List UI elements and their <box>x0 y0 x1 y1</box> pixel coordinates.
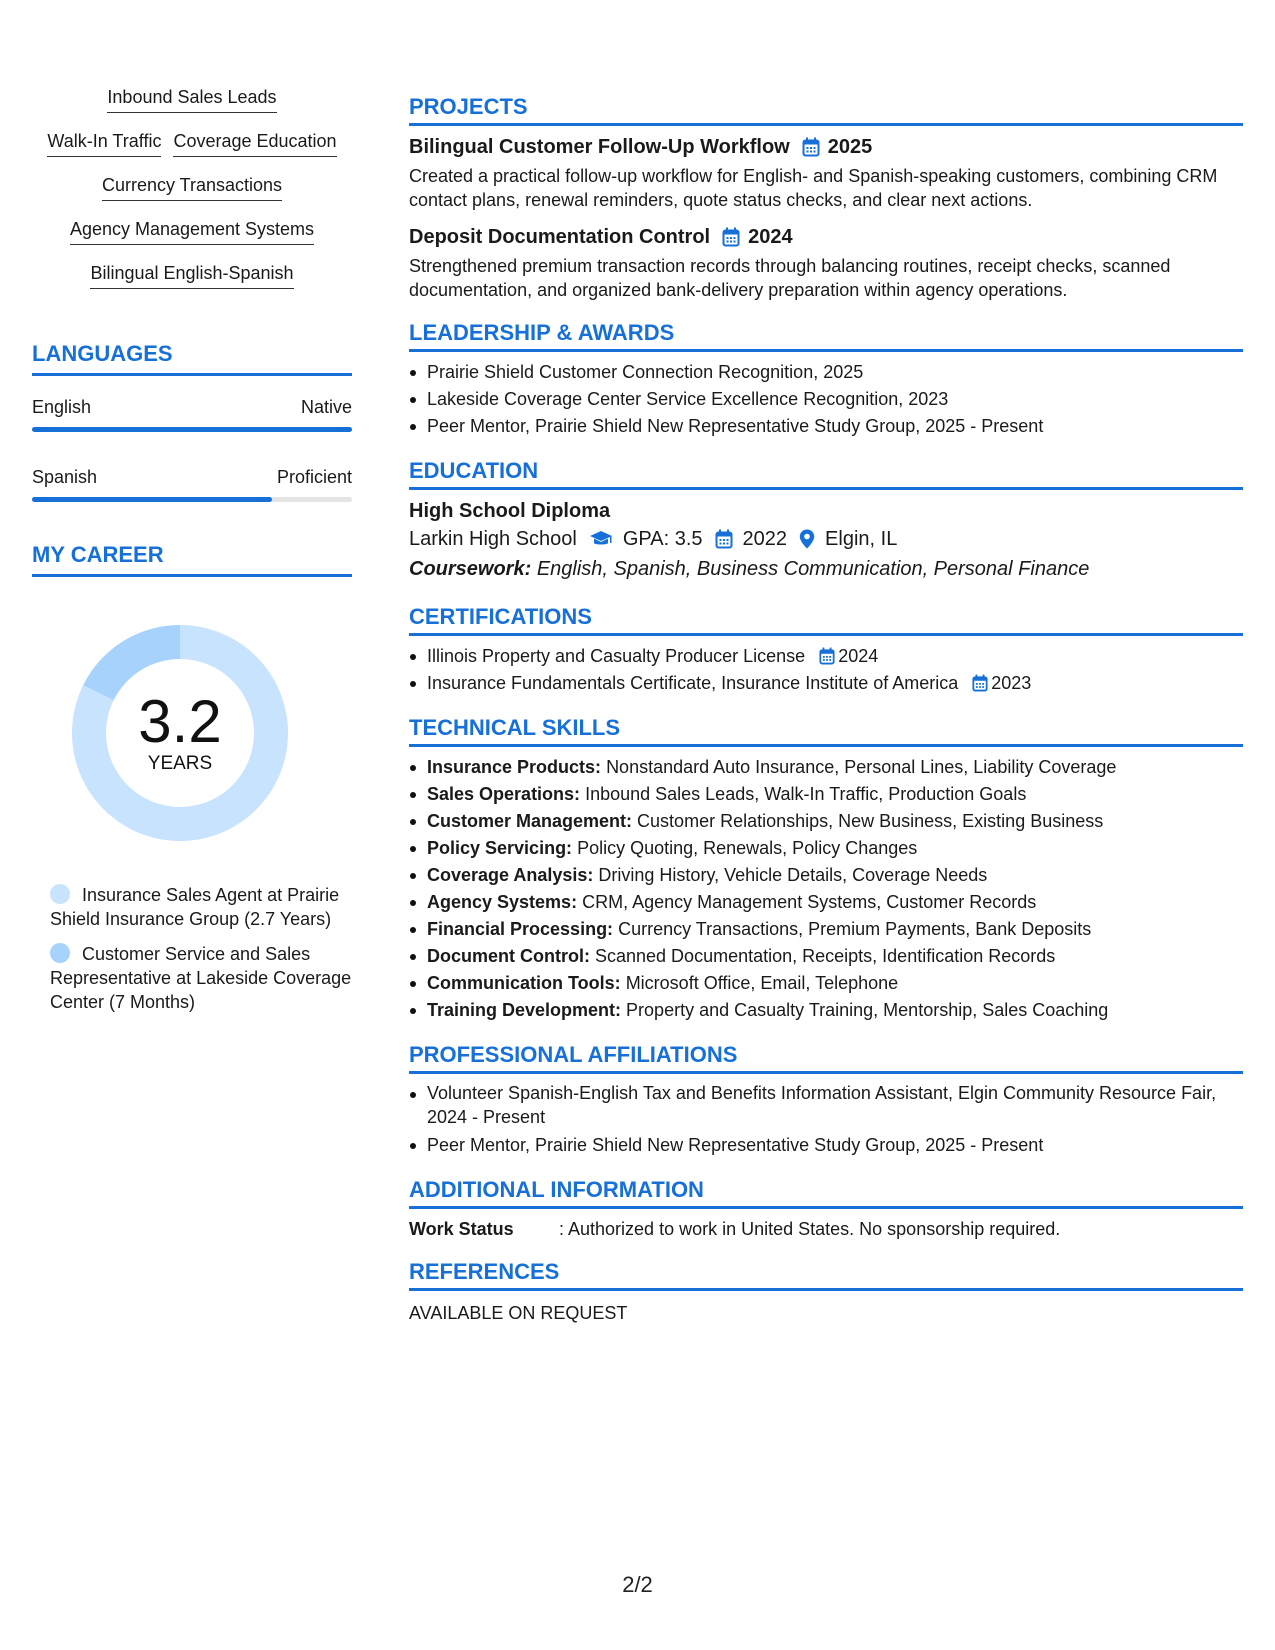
map-pin-icon <box>799 529 815 549</box>
certification-item <box>409 670 1243 697</box>
calendar-icon <box>722 227 740 247</box>
certification-name: Insurance Fundamentals Certificate, Insurance Institute of America <box>427 673 959 693</box>
language-level: Native <box>300 397 352 417</box>
education-section <box>409 458 1243 584</box>
references-section <box>409 1259 1243 1325</box>
skill-item <box>409 997 1243 1024</box>
project-title: Bilingual Customer Follow-Up Workflow <box>409 136 790 158</box>
additional-info-section <box>409 1177 1243 1241</box>
left-column <box>32 86 352 1025</box>
career-total-value: 3.2 <box>138 688 222 755</box>
graduation-year: 2022 <box>742 528 788 550</box>
skill-label: Coverage Analysis: <box>427 865 594 885</box>
skill-value: Scanned Documentation, Receipts, Identification Records <box>595 946 1056 966</box>
skill-value: Driving History, Vehicle Details, Coverage Needs <box>598 865 988 885</box>
language-name: English <box>32 397 92 417</box>
certification-item <box>409 643 1243 670</box>
skills-cloud <box>32 86 352 289</box>
skill-item <box>409 808 1243 835</box>
project-item <box>409 134 1243 212</box>
skill-row <box>32 130 352 157</box>
skill-value: Nonstandard Auto Insurance, Personal Lines, Liability Coverage <box>606 757 1117 777</box>
project-year: 2025 <box>827 136 873 158</box>
skill-value: Customer Relationships, New Business, Existing Business <box>637 811 1104 831</box>
school-location: Elgin, IL <box>825 528 898 550</box>
language-item <box>32 466 352 502</box>
languages-heading: LANGUAGES <box>32 341 352 376</box>
skill-row <box>32 262 352 289</box>
language-level-bar <box>32 497 352 502</box>
career-donut <box>66 619 294 847</box>
affiliations-section <box>409 1042 1243 1159</box>
skill-item <box>409 889 1243 916</box>
skill-item <box>409 754 1243 781</box>
page-number: 2/2 <box>622 1572 653 1597</box>
language-level-fill <box>32 427 352 432</box>
list-item: Peer Mentor, Prairie Shield New Representative Study Group, 2025 - Present <box>409 1132 1243 1159</box>
coursework-list: English, Spanish, Business Communication, Personal Finance <box>536 558 1090 580</box>
right-column <box>409 94 1243 1325</box>
degree-title: High School Diploma <box>409 500 611 522</box>
leadership-heading: LEADERSHIP & AWARDS <box>409 320 1243 352</box>
certification-name: Illinois Property and Casualty Producer License <box>427 646 806 666</box>
list-item: Lakeside Coverage Center Service Excellence Recognition, 2023 <box>409 386 1243 413</box>
skill-label: Communication Tools: <box>427 973 621 993</box>
skill-label: Insurance Products: <box>427 757 602 777</box>
affiliations-heading: PROFESSIONAL AFFILIATIONS <box>409 1042 1243 1074</box>
career-legend-item <box>50 883 352 931</box>
list-item: Volunteer Spanish-English Tax and Benefits Information Assistant, Elgin Community Resource Fair, 2024 - Present <box>409 1081 1243 1129</box>
skill-tag: Currency Transactions <box>102 174 282 201</box>
skill-value: Property and Casualty Training, Mentorship, Sales Coaching <box>626 1000 1109 1020</box>
career-total-unit: YEARS <box>147 753 213 774</box>
skill-label: Financial Processing: <box>427 919 614 939</box>
skill-value: Microsoft Office, Email, Telephone <box>625 973 899 993</box>
skill-label: Document Control: <box>427 946 590 966</box>
technical-skills-heading: TECHNICAL SKILLS <box>409 715 1243 747</box>
additional-info-heading: ADDITIONAL INFORMATION <box>409 1177 1243 1209</box>
projects-heading: PROJECTS <box>409 94 1243 126</box>
legend-dot <box>50 884 70 904</box>
legend-dot <box>50 943 70 963</box>
graduation-cap-icon <box>589 530 613 548</box>
skill-item <box>409 835 1243 862</box>
leadership-section <box>409 320 1243 440</box>
skill-tag: Inbound Sales Leads <box>107 86 276 113</box>
skill-value: Policy Quoting, Renewals, Policy Changes <box>577 838 918 858</box>
language-level-fill <box>32 497 272 502</box>
education-details <box>409 524 1243 554</box>
career-section <box>32 542 352 1014</box>
certifications-section <box>409 604 1243 697</box>
skill-item <box>409 916 1243 943</box>
skill-tag: Walk-In Traffic <box>47 130 161 157</box>
project-year: 2024 <box>748 226 793 248</box>
calendar-icon <box>972 674 988 692</box>
certification-year: 2023 <box>991 673 1032 693</box>
career-heading: MY CAREER <box>32 542 352 577</box>
references-text: AVAILABLE ON REQUEST <box>409 1303 628 1323</box>
skill-tag: Bilingual English-Spanish <box>90 262 293 289</box>
calendar-icon <box>819 647 835 665</box>
skill-label: Policy Servicing: <box>427 838 573 858</box>
education-heading: EDUCATION <box>409 458 1243 490</box>
technical-skills-section <box>409 715 1243 1024</box>
project-description: Strengthened premium transaction records through balancing routines, receipt checks, scanned documentation, and organized bank-delivery preparation within agency operations. <box>409 256 1171 300</box>
skill-value: Currency Transactions, Premium Payments, Bank Deposits <box>618 919 1092 939</box>
project-description: Created a practical follow-up workflow for English- and Spanish-speaking customers, combining CRM contact plans, renewal reminders, quote status checks, and clear next actions. <box>409 166 1218 210</box>
skill-label: Agency Systems: <box>427 892 578 912</box>
school-name: Larkin High School <box>409 528 577 550</box>
skill-item <box>409 943 1243 970</box>
languages-section <box>32 341 352 502</box>
skill-item <box>409 862 1243 889</box>
certification-year: 2024 <box>838 646 879 666</box>
career-legend-label: Insurance Sales Agent at Prairie Shield Insurance Group (2.7 Years) <box>50 885 340 929</box>
career-legend-item <box>50 942 352 1014</box>
skill-item <box>409 781 1243 808</box>
skill-row <box>32 86 352 113</box>
skill-tag: Agency Management Systems <box>70 218 314 245</box>
career-legend <box>32 883 352 1014</box>
work-status-value: : Authorized to work in United States. No sponsorship required. <box>559 1219 1061 1239</box>
skill-row <box>32 218 352 245</box>
calendar-icon <box>802 137 820 157</box>
skill-tag: Coverage Education <box>173 130 336 157</box>
calendar-icon <box>715 529 733 549</box>
project-item <box>409 224 1243 302</box>
career-legend-label: Customer Service and Sales Representative at Lakeside Coverage Center (7 Months) <box>50 944 352 1012</box>
skill-item <box>409 970 1243 997</box>
projects-section <box>409 94 1243 302</box>
references-heading: REFERENCES <box>409 1259 1243 1291</box>
certifications-heading: CERTIFICATIONS <box>409 604 1243 636</box>
coursework-label: Coursework: <box>409 558 532 580</box>
work-status-label: Work Status <box>409 1219 514 1239</box>
list-item: Prairie Shield Customer Connection Recognition, 2025 <box>409 359 1243 386</box>
language-level-bar <box>32 427 352 432</box>
skill-label: Customer Management: <box>427 811 633 831</box>
skill-value: Inbound Sales Leads, Walk-In Traffic, Production Goals <box>585 784 1027 804</box>
language-level: Proficient <box>276 467 352 487</box>
coursework <box>409 554 1243 584</box>
gpa: GPA: 3.5 <box>622 528 703 550</box>
project-title: Deposit Documentation Control <box>409 226 711 248</box>
language-name: Spanish <box>32 467 98 487</box>
skill-label: Training Development: <box>427 1000 622 1020</box>
list-item: Peer Mentor, Prairie Shield New Representative Study Group, 2025 - Present <box>409 413 1243 440</box>
skill-row <box>32 174 352 201</box>
skill-value: CRM, Agency Management Systems, Customer Records <box>582 892 1037 912</box>
language-item <box>32 396 352 432</box>
skill-label: Sales Operations: <box>427 784 581 804</box>
